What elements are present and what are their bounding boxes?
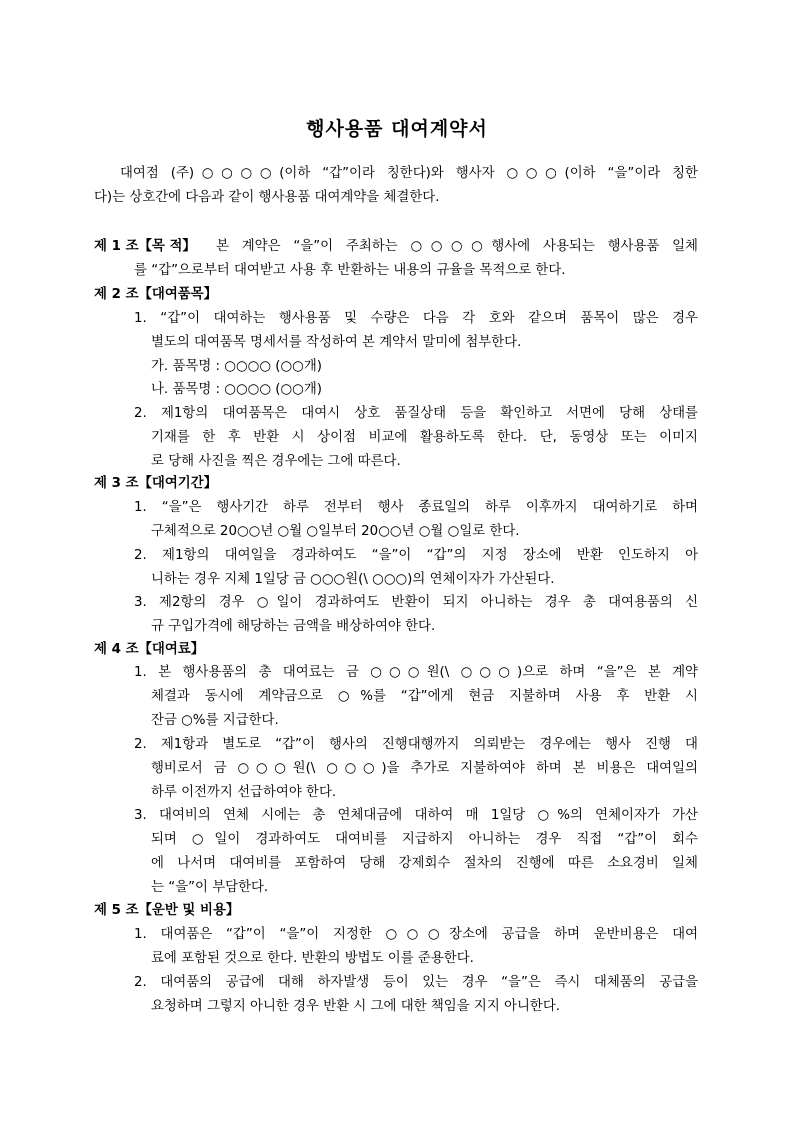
article-1-line-2: 를 “갑”으로부터 대여받고 사용 후 반환하는 내용의 규율을 목적으로 한다.	[134, 263, 566, 278]
article-4-item-1-line-3: 잔금 ○%를 지급한다.	[151, 713, 279, 728]
article-1-line-1: 본 계약은 “을”이 주최하는 ○○○○행사에 사용되는 행사용품 일체	[216, 239, 698, 254]
article-4-item-2-line-2: 행비로서 금 ○○○원(\ ○○○)을 추가로 지불하여야 하며 본 비용은 대여일의	[151, 761, 698, 776]
article-3-item-2-line-1: 2. 제1항의 대여일을 경과하여도 “을”이 “갑”의 지정 장소에 반환 인도하지 아	[134, 548, 698, 563]
article-5-item-2-line-1: 2. 대여품의 공급에 대해 하자발생 등이 있는 경우 “을”은 즉시 대체품의 공급을	[134, 975, 698, 990]
article-2-item-1-line-2: 별도의 대여품목 명세서를 작성하여 본 계약서 말미에 첨부한다.	[151, 335, 522, 350]
article-4-item-3-line-2: 되며 ○일이 경과하여도 대여비를 지급하지 아니하는 경우 직접 “갑”이 회수	[151, 832, 698, 847]
article-5-heading: 제 5 조【운반 및 비용】	[94, 903, 240, 918]
article-4-item-2-line-3: 하루 이전까지 선급하여야 한다.	[151, 785, 337, 800]
article-5-item-2-line-2: 요청하며 그렇지 아니한 경우 반환 시 그에 대한 책임을 지지 아니한다.	[151, 999, 561, 1014]
article-2-item-1-line-1: 1. “갑”이 대여하는 행사용품 및 수량은 다음 각 호와 같으며 품목이 많은 경우	[134, 311, 698, 326]
document-title: 행사용품 대여계약서	[306, 118, 488, 140]
article-4-item-3-line-4: 는 “을”이 부담한다.	[151, 880, 269, 895]
article-2-item-2-line-2: 기재를 한 후 반환 시 상이점 비교에 활용하도록 한다. 단, 동영상 또는 이미지	[151, 430, 698, 445]
article-5-item-1-line-1: 1. 대여품은 “갑”이 “을”이 지정한 ○○○장소에 공급을 하며 운반비용은 대여	[134, 927, 698, 942]
article-2-item-2-line-3: 로 당해 사진을 찍은 경우에는 그에 따른다.	[151, 454, 401, 469]
article-3-heading: 제 3 조【대여기간】	[94, 476, 218, 491]
article-2-item-1-sub-a: 가. 품목명 : ○○○○ (○○개)	[151, 359, 323, 374]
article-4-item-1-line-1: 1. 본 행사용품의 총 대여료는 금 ○○○원(\ ○○○)으로 하며 “을”은 본 계약	[134, 665, 698, 680]
article-1-heading: 제 1 조【목 적】	[94, 239, 196, 254]
article-4-heading: 제 4 조【대여료】	[94, 642, 205, 657]
article-4-item-1-line-2: 체결과 동시에 계약금으로 ○%를 “갑”에게 현금 지불하며 사용 후 반환 시	[151, 689, 698, 704]
article-2-item-1-sub-b: 나. 품목명 : ○○○○ (○○개)	[151, 382, 323, 397]
article-3-item-1-line-2: 구체적으로 20○○년 ○월 ○일부터 20○○년 ○월 ○일로 한다.	[151, 524, 520, 539]
intro-line-1: 대여점 (주)○○○○(이하 “갑”이라 칭한다)와 행사자 ○○○(이하 “을”이라 칭한	[120, 166, 698, 181]
article-3-item-3-line-1: 3. 제2항의 경우 ○일이 경과하여도 반환이 되지 아니하는 경우 총 대여용품의 신	[134, 595, 698, 610]
article-4-item-3-line-3: 에 나서며 대여비를 포함하여 당해 강제회수 절차의 진행에 따른 소요경비 일체	[151, 856, 698, 871]
article-4-item-3-line-1: 3. 대여비의 연체 시에는 총 연체대금에 대하여 매 1일당 ○%의 연체이자가 가산	[134, 808, 698, 823]
article-5-item-1-line-2: 료에 포함된 것으로 한다. 반환의 방법도 이를 준용한다.	[151, 951, 474, 966]
article-2-heading: 제 2 조【대여품목】	[94, 287, 218, 302]
article-3-item-1-line-1: 1. “을”은 행사기간 하루 전부터 행사 종료일의 하루 이후까지 대여하기로 하며	[134, 500, 698, 515]
intro-line-2: 다)는 상호간에 다음과 같이 행사용품 대여계약을 체결한다.	[94, 190, 440, 205]
article-4-item-2-line-1: 2. 제1항과 별도로 “갑”이 행사의 진행대행까지 의뢰받는 경우에는 행사 진행 대	[134, 737, 698, 752]
article-2-item-2-line-1: 2. 제1항의 대여품목은 대여시 상호 품질상태 등을 확인하고 서면에 당해 상태를	[134, 406, 698, 421]
article-3-item-2-line-2: 니하는 경우 지체 1일당 금 ○○○원(\ ○○○)의 연체이자가 가산된다.	[151, 572, 555, 587]
article-3-item-3-line-2: 규 구입가격에 해당하는 금액을 배상하여야 한다.	[151, 619, 436, 634]
